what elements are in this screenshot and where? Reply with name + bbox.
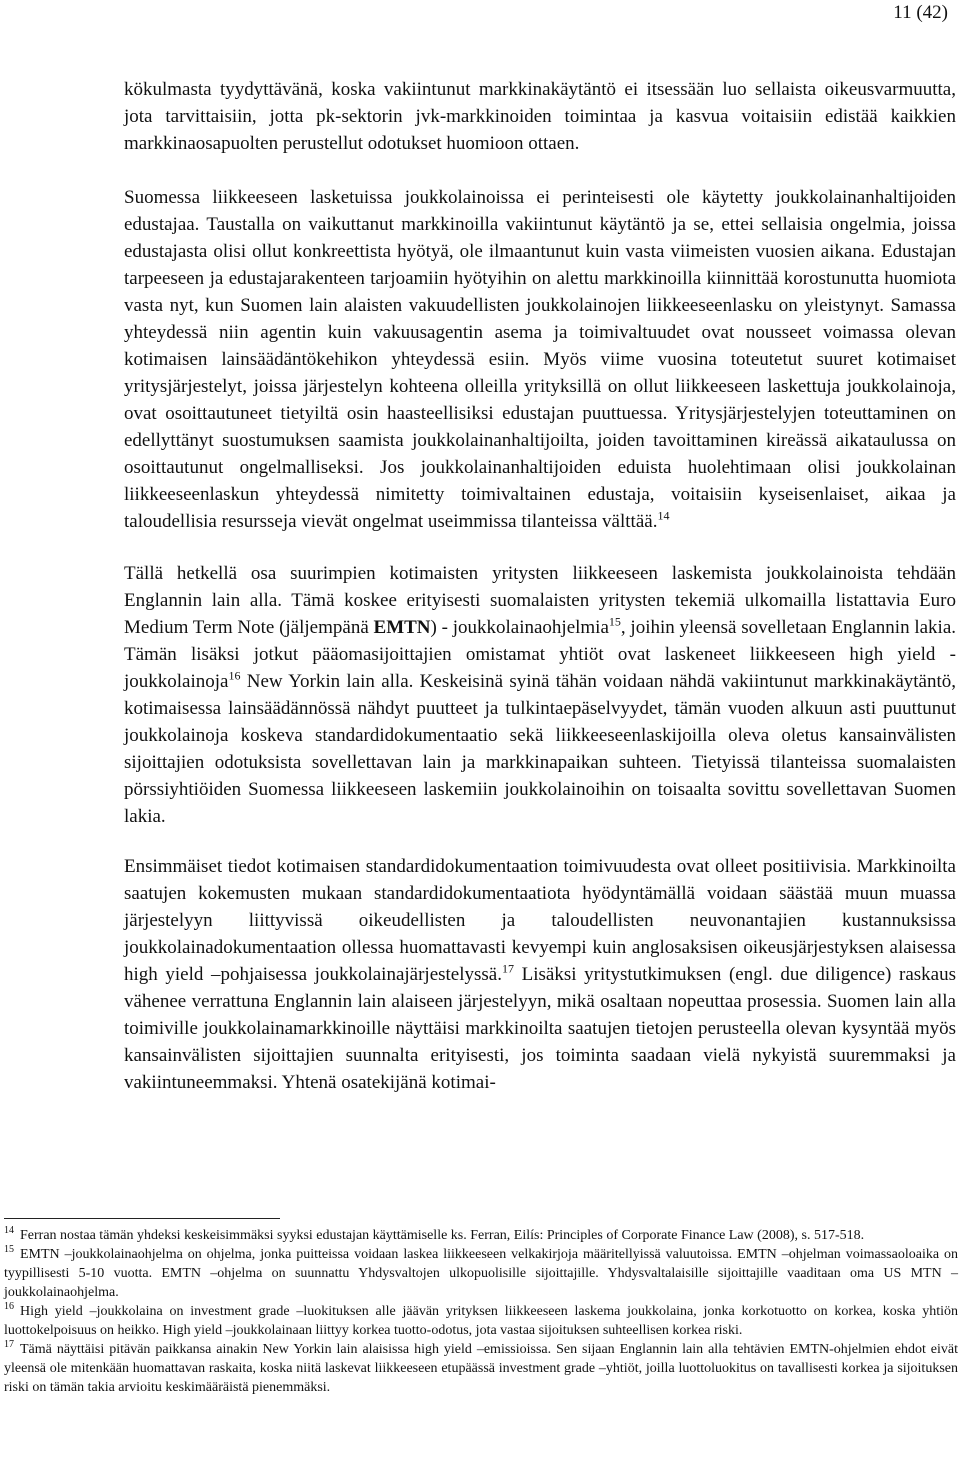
paragraph-3-text-c: , joihin yleensä sovelletaan Englannin lakia. Tämän lisäksi jotkut pääomasijoittajien omistamat yhtiöt ovat laskeneet liikkeeseen high yield -joukkolainoja [124,617,957,692]
footnote-ref-16[interactable]: 16 [228,668,241,683]
paragraph-1: kökulmasta tyydyttävänä, koska vakiintunut markkinakäytäntö ei itsessään luo sellaista oikeusvarmuutta, jota tarvittaisiin, jotta pk-sektorin jvk-markkinoiden toimintaa ja kasvua voitaisiin edistää kaikkien markkinaosapuolten perustellut odotukset huomioon ottaen. [124,79,956,154]
paragraph-2 [124,184,956,535]
footnote-text: High yield –joukkolaina on investment grade –luokituksen alle jäävän yrityksen liikkeeseen laskema joukkolaina, jonka korkotuotto on korkea, koska yhtiön luottokelpoisuus on heikko. High yield –joukkolainaan liittyy korkea tuotto-odotus, jota vastaa sijoituksen suhteellisen korkea riski. [4,1304,958,1338]
footnote-text: EMTN –joukkolainaohjelma on ohjelma, jonka puitteissa voidaan laskea liikkeeseen velkakirjoja määritellyissä valuutoissa. EMTN –ohjelman voimassaoloaika on tyypillisesti 5-10 vuotta. EMTN –ohjelma on suunnattu Yhdysvaltojen ulkopuolisille sijoittajille. Yhdysvaltalaisille sijoittajille vaaditaan oma US MTN –joukkolainaohjelma. [4,1247,958,1300]
paragraph-2-text: Suomessa liikkeeseen lasketuissa joukkolainoissa ei perinteisesti ole käytetty joukkolainanhaltijoiden edustajaa. Taustalla on vaikuttanut markkinoilla vakiintunut käytäntö ja se, ettei sellaisia ongelmia, joissa edustajasta olisi ollut konkreettista hyötyä, ole ilmaantunut kuin vasta viimeisten vuosien aikana. Edustajan tarpeeseen ja edustajarakenteen tarjoamiin hyötyihin on alettu markkinoilla kiinnittää korostunutta huomiota vasta nyt, kun Suomen lain alaisten vakuudellisten joukkolainojen liikkeeseenlasku on yleistynyt. Samassa yhteydessä niin agentin kuin vakuusagentin asema ja toimivaltuudet ovat nousseet voimassa olevan kotimaisen lainsäädäntökehikon yhteydessä esiin. Myös viime vuosina toteutetut suuret kotimaiset yritysjärjestelyt, joissa järjestelyn kohteena olleilla yrityksillä on ollut liikkeeseen laskettuja joukkolainoja, ovat osoittautuneet tietyiltä osin haasteellisiksi edustajan puuttuessa. Yritysjärjestelyjen toteuttaminen on edellyttänyt suostumuksen saamista joukkolainanhaltijoilta, joiden tavoittaminen kireässä aikataulussa on osoittautunut ongelmalliseksi. Jos joukkolainanhaltijoiden eduista huolehtimaan olisi joukkolainan liikkeeseenlaskun yhteydessä nimitetty toimivaltainen edustaja, voitaisiin kyseisenlaiset, aikaa ja taloudellisia resursseja vievät ongelmat useimmissa tilanteissa välttää. [124,187,956,532]
paragraph-3-text-a: Tällä hetkellä osa suurimpien kotimaisten yritysten liikkeeseen laskemista joukkolainoista tehdään Englannin lain alla. Tämä koskee erityisesti suomalaisten yritysten tekemiä ulkomailla listattavia Euro Medium Term Note (jäljempänä [124,563,956,638]
emtn-abbreviation: EMTN [373,617,431,638]
footnote-number: 17 [4,1339,14,1351]
footnotes [4,1226,958,1397]
paragraph-3-text-d: New Yorkin lain alla. Keskeisinä syinä tähän voidaan nähdä vakiintunut markkinakäytäntö, kotimaisessa lainsäädännössä nähdyt puutteet ja tulkintaepäselvyydet, tämän vuoden alkuun asti puuttunut joukkolainoja koskeva standardidokumentaatio sekä liikkeeseenlaskijoilla oleva oletus kansainvälisten sijoittajien odotuksista sovellettavan lain ja markkinapaikan suhteen. Tietyissä tilanteissa suomalaisten pörssiyhtiöiden Suomessa liikkeeseen laskemiin joukkolainoihin on toisaalta sovittu sovellettavan Suomen lakia. [124,671,956,827]
footnote-ref-14[interactable]: 14 [657,508,670,523]
page-number: 11 (42) [893,2,948,23]
footnote-number: 14 [4,1225,14,1237]
footnote-15 [4,1245,958,1302]
footnote-ref-17[interactable]: 17 [501,961,514,976]
footnote-17 [4,1340,958,1397]
footnote-number: 15 [4,1244,14,1256]
footnote-divider [4,1218,280,1219]
body-text [124,76,956,1096]
footnote-14 [4,1226,958,1245]
footnote-number: 16 [4,1301,14,1313]
footnote-ref-15[interactable]: 15 [608,614,621,629]
footnote-text: Ferran nostaa tämän yhdeksi keskeisimmäksi syyksi edustajan käyttämiselle ks. Ferran, Eilís: Principles of Corporate Finance Law (2008), s. 517-518. [20,1228,865,1243]
paragraph-3 [124,560,956,830]
footnote-16 [4,1302,958,1340]
paragraph-3-text-b: ) - joukkolainaohjelmia [430,617,609,638]
paragraph-4-text-b: Lisäksi yritystutkimuksen (engl. due diligence) raskaus vähenee verrattuna Englannin lain alaiseen järjestelyyn, mikä osaltaan nopeuttaa prosessia. Suomen lain alla toimiville joukkolainamarkkinoille näyttäisi markkinoilta saatujen tietojen perusteella olevan kysyntää myös kansainvälisten sijoittajien suunnalta erityisesti, jos toiminta saadaan vielä nykyistä suuremmaksi ja vakiintuneemmaksi. Yhtenä osatekijänä kotimai- [124,964,956,1093]
paragraph-4-text-a: Ensimmäiset tiedot kotimaisen standardidokumentaation toimivuudesta ovat olleet positiivisia. Markkinoilta saatujen kokemusten mukaan standardidokumentaatiota hyödyntämällä voidaan säästää muun muassa järjestelyyn liittyvissä oikeudellisten ja taloudellisten neuvonantajien kustannuksissa joukkolainadokumentaation ollessa huomattavasti kevyempi kuin anglosaksisen oikeusjärjestyksen alaisessa high yield –pohjaisessa joukkolainajärjestelyssä. [124,856,956,985]
paragraph-4 [124,853,956,1096]
footnote-text: Tämä näyttäisi pitävän paikkansa ainakin New Yorkin lain alaisissa high yield –emissioissa. Sen sijaan Englannin lain alla tehtävien EMTN-ohjelmien ehdot eivät yleensä ole mitenkään huomattavan raskaita, koska niitä laskevat liikkeeseen etupäässä investment grade –yhtiöt, joilla luottoluokitus on tavallisesti korkea ja sijoituksen riski on tämän takia arvioitu keskimääräistä pienemmäksi. [4,1342,958,1395]
